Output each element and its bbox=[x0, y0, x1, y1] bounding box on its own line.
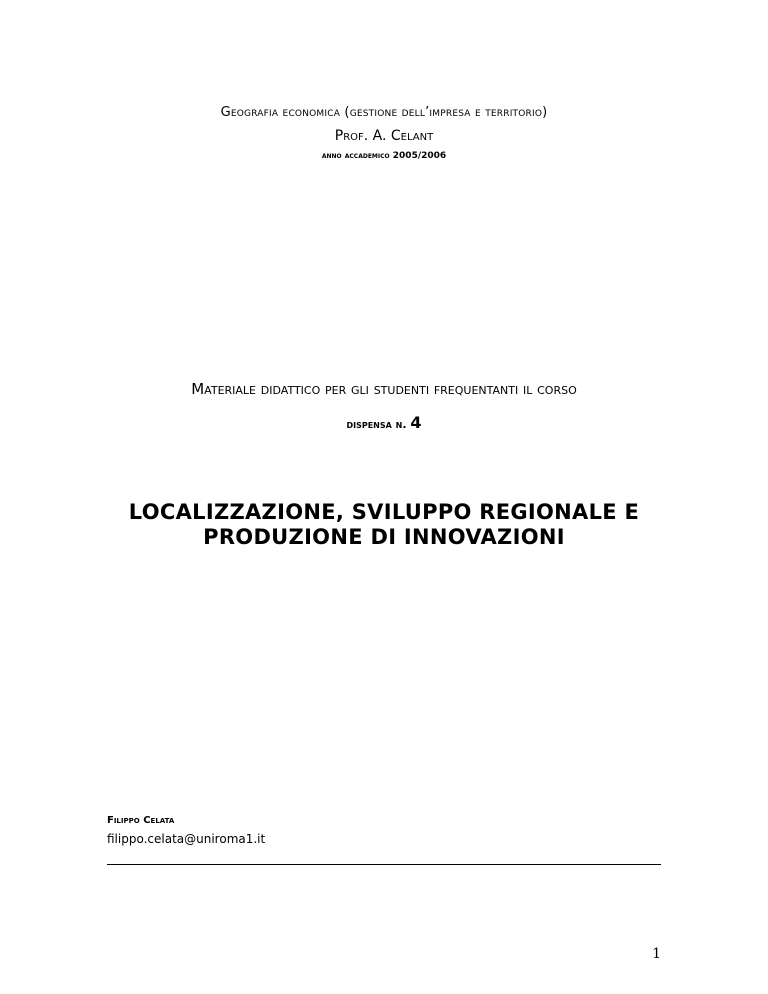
material-description: Materiale didattico per gli studenti frequentanti il corso bbox=[191, 380, 577, 398]
main-title-line-1: LOCALIZZAZIONE, SVILUPPO REGIONALE E bbox=[128, 500, 640, 524]
main-title bbox=[0, 500, 768, 550]
academic-year-label: anno accademico bbox=[321, 151, 390, 161]
author-email[interactable]: filippo.celata@uniroma1.it bbox=[107, 832, 266, 846]
author-block bbox=[107, 815, 265, 846]
handout-label: dispensa n. bbox=[346, 418, 407, 431]
footer-divider bbox=[107, 864, 661, 865]
academic-year bbox=[0, 151, 768, 161]
handout-line bbox=[0, 413, 768, 432]
page-number: 1 bbox=[652, 946, 661, 962]
professor-name: Prof. A. Celant bbox=[334, 128, 434, 144]
course-title: Geografia economica (gestione dell’impresa e territorio) bbox=[220, 105, 548, 120]
academic-year-value: 2005/2006 bbox=[392, 151, 447, 161]
author-name: Filippo Celata bbox=[107, 815, 175, 826]
handout-number: 4 bbox=[410, 413, 422, 432]
main-title-line-2: PRODUZIONE DI INNOVAZIONI bbox=[203, 525, 565, 549]
